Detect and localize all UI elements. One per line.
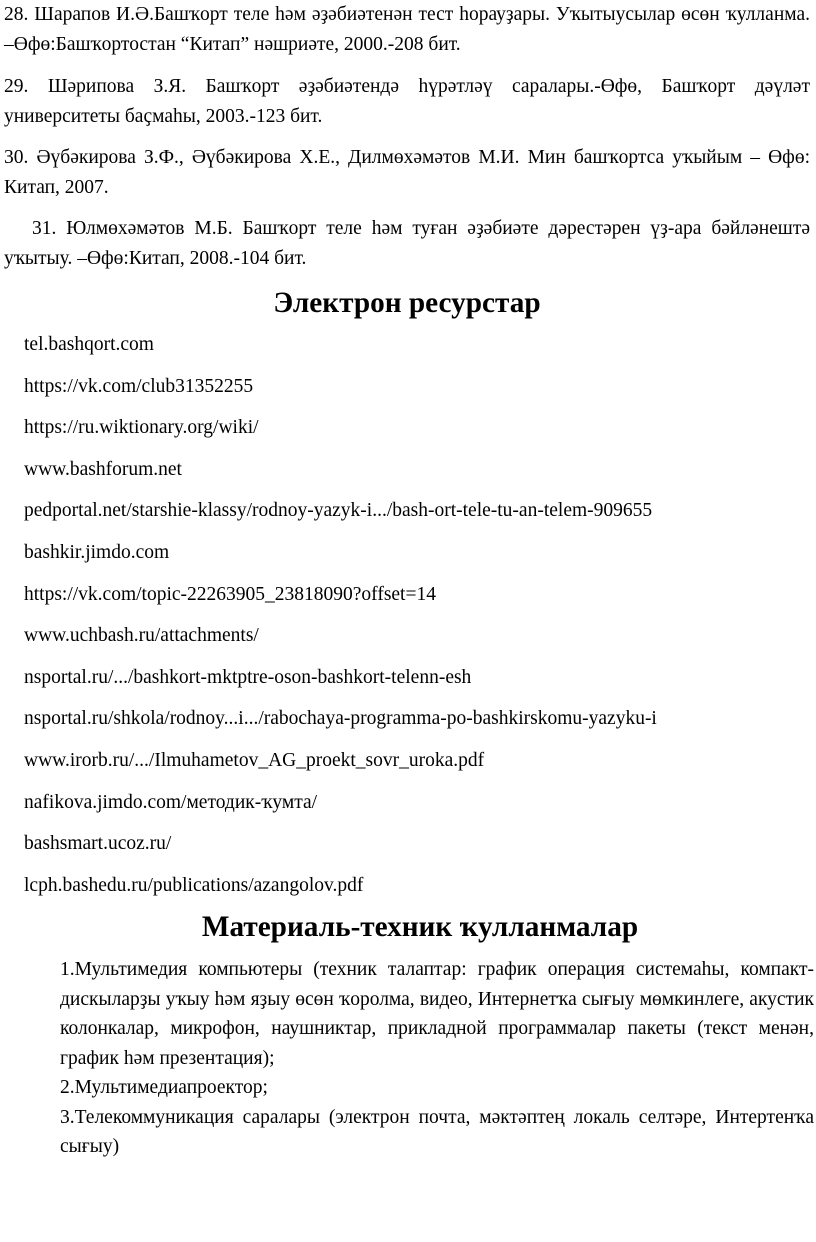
reference-text: 29. Шәрипова З.Я. Башҡорт әҙәбиәтендә һүрәтләү саралары.-Өфө, Башҡорт дәүләт университеты баҫмаһы, 2003.-123 бит. <box>4 76 810 127</box>
resource-link[interactable]: bashkir.jimdo.com <box>24 541 170 563</box>
materials-item: 3.Телекоммуникация саралары (электрон почта, мәктәптең локаль селтәре, Интертенҡа сығыу) <box>60 1106 814 1157</box>
resource-link[interactable]: tel.bashqort.com <box>24 334 154 355</box>
resource-link[interactable]: https://vk.com/club31352255 <box>24 375 254 397</box>
reference-text: 28. Шарапов И.Ә.Башҡорт теле һәм әҙәбиәтенән тест һорауҙары. Уҡытыусылар өсөн ҡулланма. –Өфө:Башҡортостан “Китап” нәшриәте, 2000.-208 бит. <box>4 4 810 55</box>
reference-30 <box>4 143 810 203</box>
resource-link[interactable]: www.bashforum.net <box>24 458 182 480</box>
material-technical-heading: Материаль-техник ҡулланмалар <box>201 911 639 943</box>
materials-item: 2.Мультимедиапроектор; <box>60 1077 268 1098</box>
electronic-resources-heading: Электрон ресурстар <box>273 287 541 319</box>
reference-text: 30. Әүбәкирова З.Ф., Әүбәкирова Х.Е., Дилмөхәмәтов М.И. Мин башҡортса уҡыйым – Өфө: Китап, 2007. <box>4 147 810 198</box>
materials-list <box>60 955 814 1162</box>
reference-29 <box>4 72 810 132</box>
reference-31 <box>4 214 810 274</box>
resource-link[interactable]: nsportal.ru/shkola/rodnoy...i.../rabochaya-programma-po-bashkirskomu-yazyku-i <box>24 708 657 730</box>
resource-link[interactable]: www.uchbash.ru/attachments/ <box>24 625 259 647</box>
resource-link[interactable]: https://vk.com/topic-22263905_23818090?offset=14 <box>24 583 436 605</box>
resource-link[interactable]: pedportal.net/starshie-klassy/rodnoy-yazyk-i.../bash-ort-tele-tu-an-telem-909655 <box>24 500 653 522</box>
resource-link[interactable]: https://ru.wiktionary.org/wiki/ <box>24 417 259 439</box>
reference-28 <box>4 0 810 60</box>
resource-link[interactable]: nsportal.ru/.../bashkort-mktptre-oson-bashkort-telenn-esh <box>24 666 472 688</box>
resource-link[interactable]: bashsmart.ucoz.ru/ <box>24 833 172 855</box>
reference-text: 31. Юлмөхәмәтов М.Б. Башҡорт теле һәм туған әҙәбиәте дәрестәрен үҙ-ара бәйләнештә уҡытыу. –Өфө:Китап, 2008.-104 бит. <box>4 218 810 269</box>
resource-link[interactable]: nafikova.jimdo.com/методик-ҡумта/ <box>24 791 318 813</box>
resource-link[interactable]: www.irorb.ru/.../Ilmuhametov_AG_proekt_sovr_uroka.pdf <box>24 749 485 771</box>
resource-link-list <box>24 330 657 912</box>
materials-item: 1.Мультимедия компьютеры (техник талаптар: график операция системаһы, компакт-дискыларҙы уҡыу һәм яҙыу өсөн ҡоролма, видео, Интернетҡа сығыу мөмкинлеге, акустик колонкалар, микрофон, наушниктар, прикладной программалар пакеты (текст менән, график һәм презентация); <box>60 959 814 1069</box>
resource-link[interactable]: lcph.bashedu.ru/publications/azangolov.pdf <box>24 874 364 896</box>
